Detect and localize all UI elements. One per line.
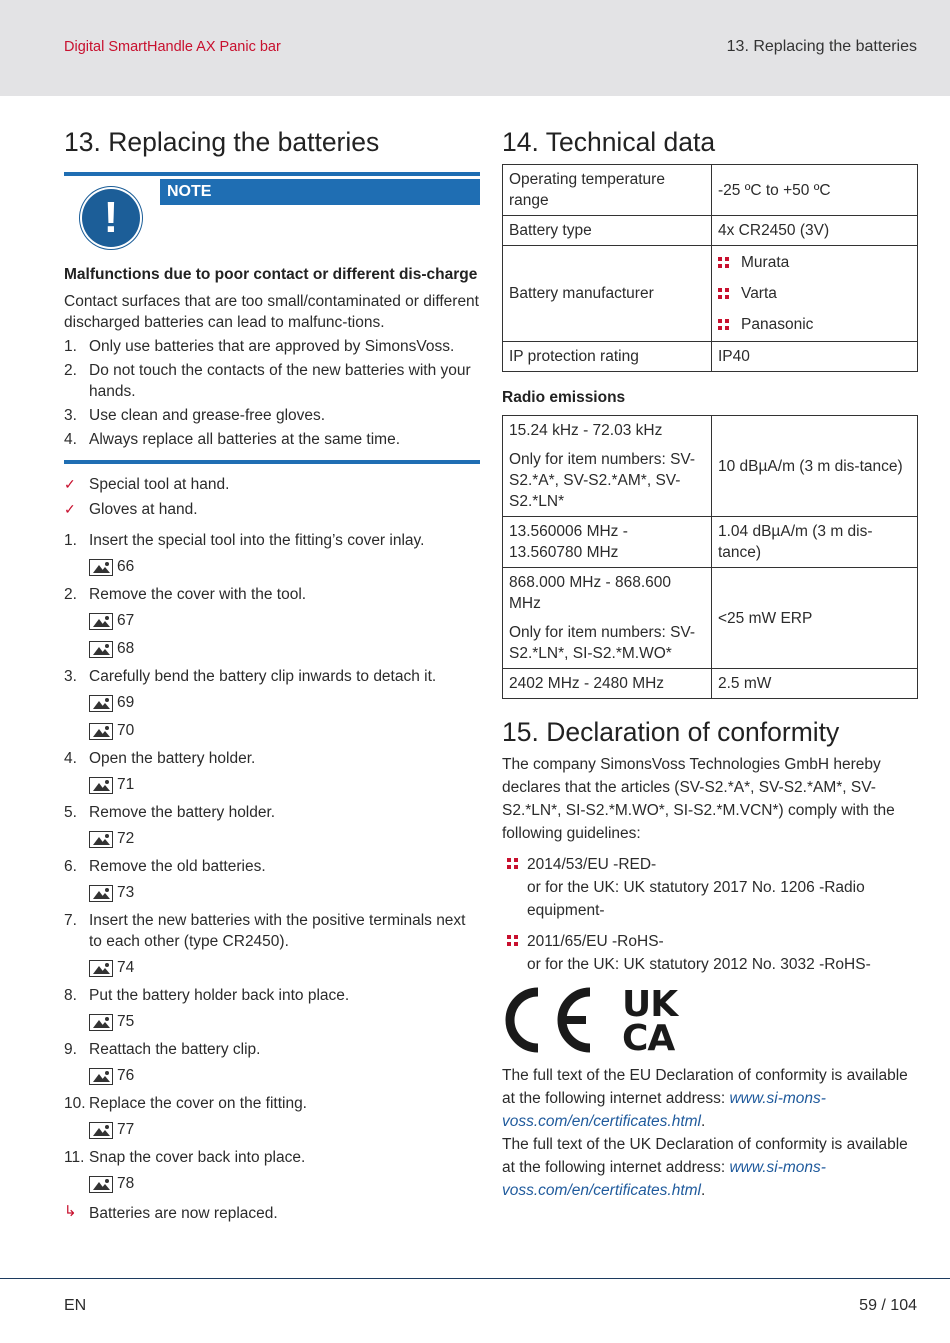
image-icon bbox=[89, 831, 113, 848]
step: 11. Snap the cover back into place. 78 bbox=[64, 1147, 480, 1195]
manufacturer-list bbox=[712, 246, 918, 342]
step: 2. Remove the cover with the tool. 67 68 bbox=[64, 584, 480, 660]
image-icon bbox=[89, 1068, 113, 1085]
step: 3. Carefully bend the battery clip inwards to detach it. 69 70 bbox=[64, 666, 480, 742]
step: 9. Reattach the battery clip. 76 bbox=[64, 1039, 480, 1087]
section-13-title: 13. Replacing the batteries bbox=[64, 127, 380, 157]
warning-title: Malfunctions due to poor contact or different dis-charge bbox=[64, 266, 478, 283]
image-icon bbox=[89, 1176, 113, 1193]
step: 1. Insert the special tool into the fitting’s cover inlay. 66 bbox=[64, 530, 480, 578]
table-row: 868.000 MHz - 868.600 MHz Only for item numbers: SV-S2.*LN*, SI-S2.*M.WO* <25 mW ERP bbox=[503, 568, 918, 669]
declaration-intro: The company SimonsVoss Technologies GmbH hereby declares that the articles (SV-S2.*A*, SV-S2.*AM*, SV-S2.*LN*, SI-S2.*M.WO*, SI-S2.*M.VCN*) comply with the following guidelines: bbox=[502, 756, 895, 842]
figure-ref[interactable]: 74 bbox=[89, 957, 480, 979]
note-box bbox=[64, 172, 480, 242]
svg-text:CA: CA bbox=[622, 1018, 675, 1052]
right-column bbox=[502, 125, 918, 1202]
ukca-mark-logo bbox=[622, 986, 690, 1052]
ce-mark-logo bbox=[502, 984, 594, 1056]
list-item: 4. Always replace all batteries at the same time. bbox=[64, 431, 400, 448]
image-icon bbox=[89, 885, 113, 902]
image-icon bbox=[89, 777, 113, 794]
uk-declaration: The full text of the UK Declaration of conformity is available at the following internet address: www.si-mons-voss.com/en/certificates.html. bbox=[502, 1136, 908, 1199]
section-15-title: 15. Declaration of conformity bbox=[502, 717, 840, 747]
procedure-steps bbox=[64, 530, 480, 1195]
list-item: Varta bbox=[718, 278, 911, 309]
step: 7. Insert the new batteries with the positive terminals next to each other (type CR2450). 74 bbox=[64, 910, 480, 979]
step: 10. Replace the cover on the fitting. 77 bbox=[64, 1093, 480, 1141]
bullet-icon bbox=[718, 288, 729, 299]
image-icon bbox=[89, 695, 113, 712]
eu-certificates-link[interactable]: www.si-mons-voss.com/en/certificates.html bbox=[502, 1090, 826, 1130]
radio-emissions-table bbox=[502, 415, 918, 699]
table-row: 15.24 kHz - 72.03 kHz Only for item numbers: SV-S2.*A*, SV-S2.*AM*, SV-S2.*LN* 10 dBµA/m (3 m dis-tance) bbox=[503, 416, 918, 517]
radio-emissions-title: Radio emissions bbox=[502, 389, 626, 406]
note-label: NOTE bbox=[160, 179, 480, 205]
result-line: ↳ Batteries are now replaced. bbox=[64, 1203, 278, 1222]
technical-data-table bbox=[502, 164, 918, 372]
left-column bbox=[64, 125, 480, 1224]
list-item: 2. Do not touch the contacts of the new batteries with your hands. bbox=[64, 362, 471, 400]
table-row: IP protection rating IP40 bbox=[503, 342, 918, 372]
warning-text: Contact surfaces that are too small/contaminated or different discharged batteries can lead to malfunc-tions. bbox=[64, 293, 479, 331]
svg-text:UK: UK bbox=[622, 986, 678, 1025]
image-icon bbox=[89, 559, 113, 576]
figure-ref[interactable]: 71 bbox=[89, 774, 480, 796]
image-icon bbox=[89, 960, 113, 977]
checkmark-icon: ✓ bbox=[64, 476, 76, 492]
section-14-title: 14. Technical data bbox=[502, 127, 716, 157]
list-item: ✓ Special tool at hand. bbox=[64, 476, 230, 493]
figure-ref[interactable]: 67 bbox=[89, 610, 480, 632]
figure-ref[interactable]: 72 bbox=[89, 828, 480, 850]
page-number: 59 / 104 bbox=[859, 1297, 917, 1314]
list-item: 2011/65/EU -RoHS- or for the UK: UK statutory 2012 No. 3032 -RoHS- bbox=[502, 930, 918, 976]
step: 4. Open the battery holder. 71 bbox=[64, 748, 480, 796]
battery-rules bbox=[64, 336, 480, 450]
image-icon bbox=[89, 1014, 113, 1031]
step: 5. Remove the battery holder. 72 bbox=[64, 802, 480, 850]
figure-ref[interactable]: 77 bbox=[89, 1119, 480, 1141]
prerequisites bbox=[64, 474, 480, 520]
footer-divider bbox=[0, 1278, 950, 1279]
guidelines-list bbox=[502, 853, 918, 976]
bullet-icon bbox=[507, 858, 518, 869]
table-row: 13.560006 MHz - 13.560780 MHz 1.04 dBµA/m (3 m dis-tance) bbox=[503, 517, 918, 568]
image-icon bbox=[89, 641, 113, 658]
bullet-icon bbox=[718, 319, 729, 330]
figure-ref[interactable]: 78 bbox=[89, 1173, 480, 1195]
list-item: ✓ Gloves at hand. bbox=[64, 501, 198, 518]
list-item: Murata bbox=[718, 247, 911, 278]
image-icon bbox=[89, 723, 113, 740]
image-icon bbox=[89, 1122, 113, 1139]
list-item: Panasonic bbox=[718, 309, 911, 340]
eu-declaration: The full text of the EU Declaration of conformity is available at the following internet address: www.si-mons-voss.com/en/certificates.html. bbox=[502, 1067, 908, 1130]
figure-ref[interactable]: 69 bbox=[89, 692, 480, 714]
result-arrow-icon: ↳ bbox=[64, 1203, 77, 1220]
product-name: Digital SmartHandle AX Panic bar bbox=[64, 39, 281, 55]
figure-ref[interactable]: 70 bbox=[89, 720, 480, 742]
conformity-marks bbox=[502, 984, 918, 1064]
figure-ref[interactable]: 76 bbox=[89, 1065, 480, 1087]
figure-ref[interactable]: 75 bbox=[89, 1011, 480, 1033]
table-row: 2402 MHz - 2480 MHz 2.5 mW bbox=[503, 669, 918, 699]
step: 8. Put the battery holder back into place. 75 bbox=[64, 985, 480, 1033]
figure-ref[interactable]: 73 bbox=[89, 882, 480, 904]
page-header bbox=[0, 0, 950, 96]
table-row: Operating temperature range -25 ºC to +50 ºC bbox=[503, 165, 918, 216]
exclamation-icon: ! bbox=[82, 189, 140, 247]
divider bbox=[64, 460, 480, 464]
image-icon bbox=[89, 613, 113, 630]
footer-language: EN bbox=[64, 1297, 87, 1314]
figure-ref[interactable]: 66 bbox=[89, 556, 480, 578]
list-item: 3. Use clean and grease-free gloves. bbox=[64, 407, 326, 424]
step: 6. Remove the old batteries. 73 bbox=[64, 856, 480, 904]
list-item: 2014/53/EU -RED- or for the UK: UK statutory 2017 No. 1206 -Radio equipment- bbox=[502, 853, 918, 922]
uk-certificates-link[interactable]: www.si-mons-voss.com/en/certificates.html bbox=[502, 1159, 826, 1199]
chapter-title: 13. Replacing the batteries bbox=[726, 38, 917, 55]
bullet-icon bbox=[507, 935, 518, 946]
list-item: 1. Only use batteries that are approved by SimonsVoss. bbox=[64, 338, 455, 355]
bullet-icon bbox=[718, 257, 729, 268]
table-row: Battery type 4x CR2450 (3V) bbox=[503, 216, 918, 246]
figure-ref[interactable]: 68 bbox=[89, 638, 480, 660]
checkmark-icon: ✓ bbox=[64, 501, 76, 517]
table-row: Battery manufacturer Murata Varta Panasonic bbox=[503, 246, 918, 342]
